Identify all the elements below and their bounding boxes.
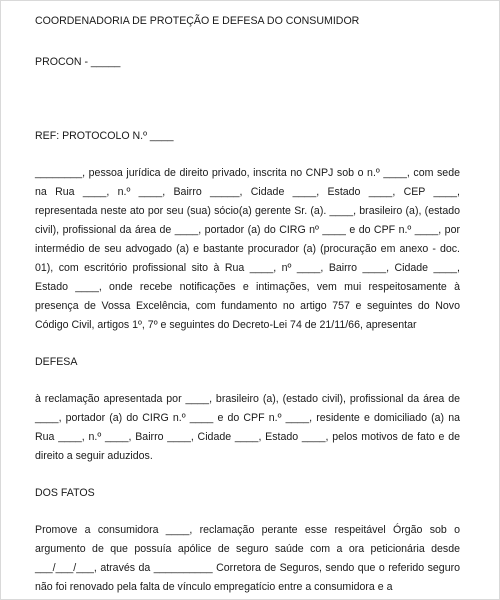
procon-line: PROCON - _____ <box>35 56 121 68</box>
protocol-reference: REF: PROTOCOLO N.º ____ <box>35 130 174 142</box>
facts-paragraph: Promove a consumidora ____, reclamação perante esse respeitável Órgão sob o argumento de que possuía apólice de seguro saúde com a ora peticionária desde ___/___/___, através da __________ Corretora de Seguros, sendo que o referido seguro não foi renovado pela falta de vínculo empregatício entre a consumidora e a <box>35 524 460 593</box>
org-title: COORDENADORIA DE PROTEÇÃO E DEFESA DO CONSUMIDOR <box>35 15 360 27</box>
defense-paragraph: à reclamação apresentada por ____, brasileiro (a), (estado civil), profissional da área de ____, portador (a) do CIRG n.º ____ e do CPF n.º ____, residente e domiciliado (a) na Rua ____, n.º ____, Bairro ____, Cidade ____, Estado ____, pelos motivos de fato e de direito a seguir aduzidos. <box>35 393 460 462</box>
defense-heading: DEFESA <box>35 356 78 368</box>
intro-paragraph: ________, pessoa jurídica de direito privado, inscrita no CNPJ sob o n.º ____, com sede na Rua ____, n.º ____, Bairro _____, Cidade ____, Estado ____, CEP ____, representada neste ato por seu (sua) sócio(a) gerente Sr. (a). ____, brasileiro (a), (estado civil), profissional da área de ____, portador (a) do CIRG nº ____ e do CPF n.º ____, por intermédio de seu advogado (a) e bastante procurador (a) (procuração em anexo - doc. 01), com escritório profissional sito à Rua ____, nº ____, Bairro ____, Cidade ____, Estado ____, onde recebe notificações e intimações, vem mui respeitosamente à presença de Vossa Excelência, com fundamento no artigo 757 e seguintes do Novo Código Civil, artigos 1º, 7º e seguintes do Decreto-Lei 74 de 21/11/66, apresentar <box>35 167 460 331</box>
document-body <box>35 12 460 597</box>
facts-heading: DOS FATOS <box>35 487 95 499</box>
